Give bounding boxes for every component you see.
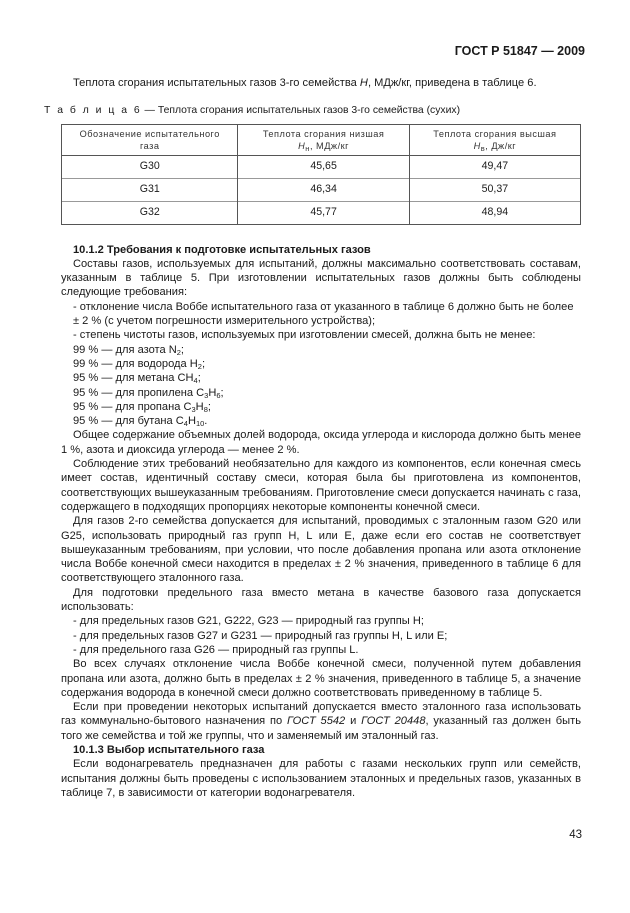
subscript: 6 [216, 390, 221, 400]
paragraph: Для газов 2-го семейства допускается для испытаний, проводимых с эталонным газом G20 или G25, использовать природный газ групп H, L или E, даже если его состав не соответствует вышеуказанным требованиям, при условии, что после добавления пропана или азота отклонение числа Воббе конечной смеси находится в пределах ± 2 % значения, приведенного в таблице 6 для соответствующего эталонного газа. [61, 515, 581, 585]
subscript: 2 [197, 361, 202, 371]
purity-item-nitrogen [61, 343, 581, 357]
subscript: 10 [195, 419, 205, 429]
purity-text: 95 % — для пропилена C [73, 386, 205, 399]
table-caption-label: Т а б л и ц а 6 [44, 105, 142, 117]
paragraph: Общее содержание объемных долей водорода, оксида углерода и кислорода должно быть менее 1 %, азота и диоксида углерода — менее 2 %. [61, 429, 581, 456]
subscript: 3 [191, 404, 196, 414]
cell-gas: G32 [62, 201, 238, 224]
paragraph: Соблюдение этих требований необязательно для каждого из компонентов, если конечная смесь имеет состав, идентичный составу смеси, которая была бы приготовлена из компонентов, соответствующих вышеуказанным требованиям. Приготовление смеси допускается начинать с газа, содержащего в подходящих пропорциях некоторые компоненты конечной смеси. [61, 458, 581, 513]
requirement-item: - степень чистоты газов, используемых при изготовлении смесей, должна быть не менее: [73, 329, 536, 342]
subscript: 2 [176, 347, 181, 357]
purity-text: 95 % — для пропана C [73, 400, 192, 413]
table-row [62, 178, 581, 201]
formula-part: H [195, 400, 204, 413]
page-number: 43 [569, 829, 582, 841]
subscript: 8 [203, 404, 208, 414]
formula-part: H [208, 386, 217, 399]
purity-item-hydrogen [61, 357, 581, 371]
paragraph-text: Если при проведении некоторых испытаний допускается вместо эталонного газа использовать газ коммунально-бытового назначения по [61, 701, 581, 728]
symbol-h: H [359, 77, 368, 89]
header-unit: , МДж/кг [309, 140, 350, 151]
paragraph: Составы газов, используемых для испытаний, должны максимально соответствовать составам, указанным в таблице 5. При изготовлении испытательных газов должны быть соблюдены следующие требования: [61, 257, 581, 299]
paragraph-text: , указанный газ должен быть того же семейства и той же группы, что и заменяемый им эталонный газ. [61, 715, 581, 742]
header-text: Теплота сгорания высшая [433, 128, 557, 139]
table-row [62, 155, 581, 178]
purity-item-butane [61, 414, 581, 428]
cell-higher-heat: 48,94 [409, 201, 580, 224]
cell-gas: G31 [62, 178, 238, 201]
purity-item-methane [61, 371, 581, 385]
header-higher-heat [409, 124, 580, 155]
cell-lower-heat: 45,65 [238, 155, 409, 178]
limit-gas-item: - для предельного газа G26 — природный газ группы L. [73, 643, 359, 656]
header-text: газа [139, 140, 160, 151]
formula-part: H [187, 415, 196, 428]
punct: ; [220, 386, 224, 399]
standard-designation: ГОСТ Р 51847 — 2009 [454, 44, 585, 58]
punct: . [204, 415, 208, 428]
gost-reference-link: ГОСТ 20448 [361, 715, 426, 728]
purity-item-propane [61, 400, 581, 414]
subscript: 3 [204, 390, 209, 400]
gost-reference-link: ГОСТ 5542 [287, 715, 346, 728]
table-caption [44, 104, 581, 118]
section-1012-heading: 10.1.2 Требования к подготовке испытательных газов [73, 243, 371, 256]
cell-gas: G30 [62, 155, 238, 178]
punct: ; [207, 400, 211, 413]
purity-item-propylene [61, 386, 581, 400]
header-text: Обозначение испытательного [79, 128, 220, 139]
header-lower-heat [238, 124, 409, 155]
intro-text: Теплота сгорания испытательных газов 3-го семейства [73, 77, 360, 89]
punct: ; [197, 372, 201, 385]
paragraph-gost-reference [61, 700, 581, 743]
cell-lower-heat: 46,34 [238, 178, 409, 201]
table-6 [61, 124, 581, 225]
header-subscript: в [480, 143, 486, 153]
subscript: 4 [193, 376, 198, 386]
header-subscript: н [305, 143, 310, 153]
paragraph: Во всех случаях отклонение числа Воббе конечной смеси, полученной путем добавления пропана или азота, должно быть в пределах ± 2 % значения, приведенного в таблице 5, а значение содержания водорода в конечной смеси должно соответствовать приведенному в таблице 5. [61, 658, 581, 699]
purity-text: 99 % — для азота N [73, 343, 177, 356]
requirement-item: - отклонение числа Воббе испытательного газа от указанного в таблице 6 должно быть не более ± 2 % (с учетом погрешности измерительного устройства); [73, 300, 574, 328]
header-symbol: H [473, 140, 481, 151]
table-caption-text: — Теплота сгорания испытательных газов 3-го семейства (сухих) [141, 105, 461, 117]
page-content [44, 76, 581, 800]
intro-paragraph [61, 76, 581, 90]
header-unit: , Дж/кг [485, 140, 517, 151]
table-row [62, 201, 581, 224]
purity-text: 99 % — для водорода H [73, 357, 198, 370]
limit-gas-item: - для предельных газов G21, G222, G23 — природный газ группы H; [73, 615, 424, 628]
cell-lower-heat: 45,77 [238, 201, 409, 224]
paragraph: Для подготовки предельного газа вместо метана в качестве базового газа допускается использовать: [61, 586, 581, 614]
header-symbol: H [298, 140, 306, 151]
paragraph: Если водонагреватель предназначен для работы с газами нескольких групп или семейств, испытания должны быть проведены с использованием эталонных и предельных газов, указанных в таблице 7, в зависимости от категории водонагревателя. [61, 758, 581, 799]
header-gas-designation [62, 124, 238, 155]
paragraph-text: и [345, 715, 362, 728]
purity-text: 95 % — для бутана C [73, 415, 184, 428]
intro-text-end: , МДж/кг, приведена в таблице 6. [367, 77, 537, 89]
purity-text: 95 % — для метана CH [73, 372, 194, 385]
cell-higher-heat: 49,47 [409, 155, 580, 178]
section-1013-heading: 10.1.3 Выбор испытательного газа [73, 743, 265, 756]
punct: ; [201, 357, 206, 370]
cell-higher-heat: 50,37 [409, 178, 580, 201]
table-header-row [62, 124, 581, 155]
limit-gas-item: - для предельных газов G27 и G231 — природный газ группы H, L или E; [73, 629, 448, 642]
punct: ; [180, 343, 184, 356]
subscript: 4 [183, 419, 188, 429]
header-text: Теплота сгорания низшая [262, 128, 385, 139]
